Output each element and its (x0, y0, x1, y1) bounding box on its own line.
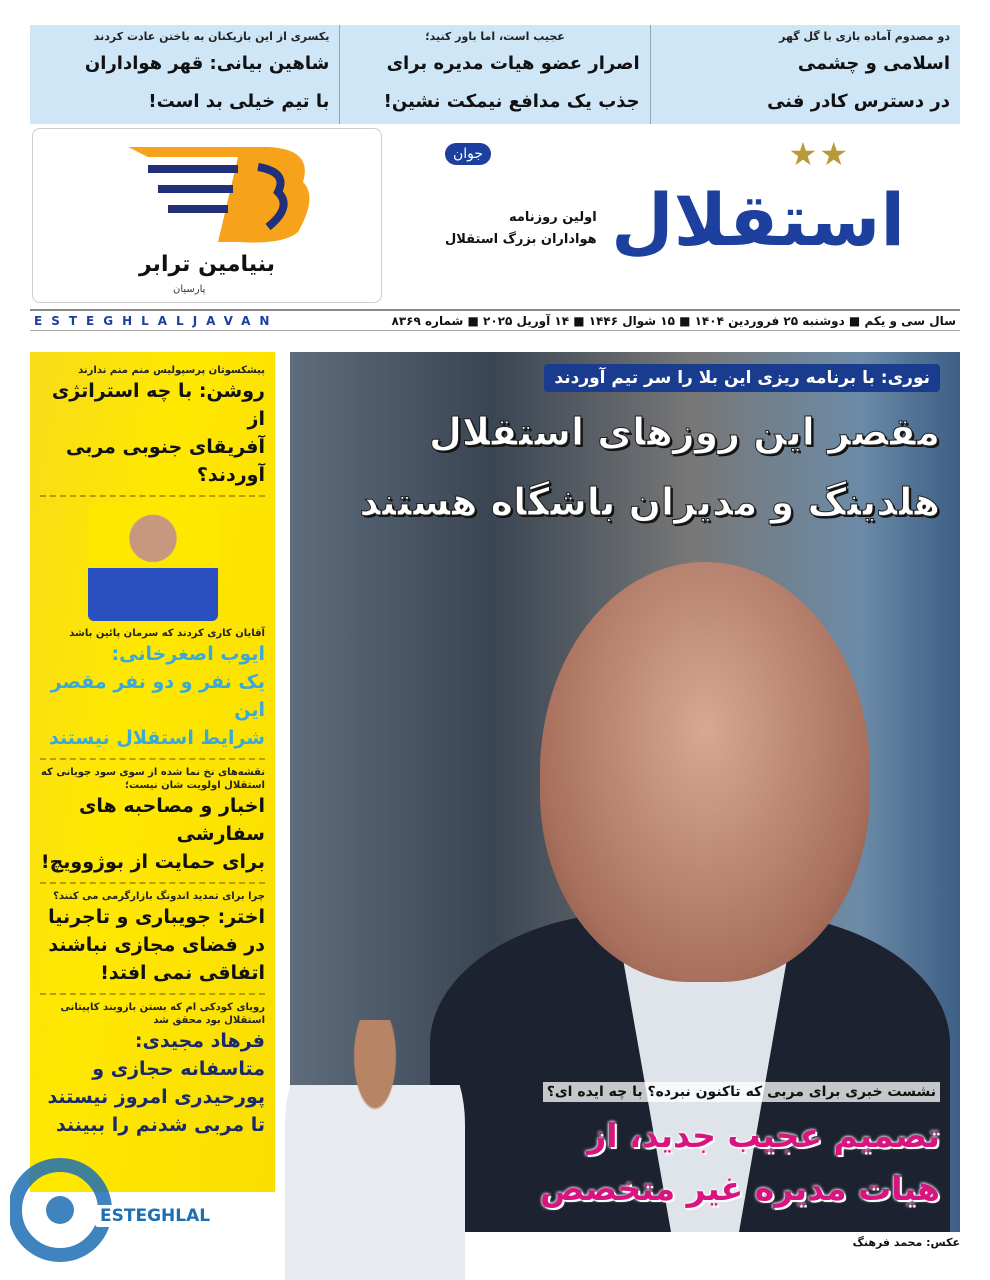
photo-credit: عکس: محمد فرهنگ (852, 1236, 960, 1249)
sidebar-kicker: پیشکسوتان پرسپولیس منم منم ندارند (78, 365, 265, 376)
sidebar-story[interactable] (40, 890, 265, 987)
story-headline: با تیم خیلی بد است! (148, 91, 330, 112)
lead-headline[interactable]: مقصر این روزهای استقلال (428, 410, 940, 454)
sidebar-headline: یک نفر و دو نفر مقصر این (50, 671, 265, 721)
player-photo (285, 1020, 465, 1280)
story-headline: در دسترس کادر فنی (767, 91, 950, 112)
sidebar-headline: تا مربی شدنم را ببینند (56, 1114, 265, 1136)
divider (40, 993, 265, 995)
sidebar-story[interactable] (40, 766, 265, 876)
sponsor-sub: پارسیان (173, 284, 206, 295)
top-story[interactable] (30, 25, 340, 124)
secondary-kicker: نشست خبری برای مربی که تاکنون نبرده؟ با چه ایده ای؟ (543, 1082, 940, 1102)
watermark-text: ESTEGHLAL (95, 1205, 215, 1227)
story-kicker: یکسری از این بازیکنان به باختن عادت کردند (93, 30, 330, 43)
story-headline: اسلامی و چشمی (797, 53, 950, 74)
tagline-line: هواداران بزرگ استقلال (445, 232, 597, 247)
secondary-headline[interactable]: هیات مدیره غیر متخصص (539, 1169, 940, 1208)
sidebar-headline: اتفاقی نمی افتد! (100, 962, 265, 984)
coach-photo (88, 503, 218, 621)
sidebar (30, 352, 275, 1192)
story-headline: شاهین بیانی: قهر هواداران (84, 53, 330, 74)
tagline-line: اولین روزنامه (508, 210, 597, 225)
issue-date: سال سی و یکم ■ دوشنبه ۲۵ فروردین ۱۴۰۴ ■ ۱۵ شوال ۱۴۴۶ ■ ۱۴ آوریل ۲۰۲۵ ■ شماره ۸۳۶۹ (391, 313, 956, 328)
sidebar-story[interactable] (40, 1001, 265, 1139)
secondary-headline[interactable]: تصمیم عجیب جدید، از (587, 1116, 940, 1155)
story-headline: اصرار عضو هیات مدیره برای (386, 53, 640, 74)
sidebar-story[interactable] (40, 627, 265, 752)
sidebar-kicker: نقشه‌های نخ نما شده از سوی سود جویانی که استقلال اولویت شان نیست؛ (40, 767, 265, 791)
top-stories-bar (30, 25, 960, 124)
sidebar-headline: آفریقای جنوبی مربی آوردند؟ (65, 436, 265, 486)
story-kicker: دو مصدوم آماده بازی با گل گهر (779, 30, 950, 43)
sponsor-name: بنیامین ترابر (139, 252, 275, 277)
masthead (440, 135, 910, 303)
story-kicker: عجیب است، اما باور کنید؛ (425, 30, 565, 43)
sidebar-headline: ایوب اصغرخانی: (111, 643, 265, 665)
top-story[interactable] (340, 25, 650, 124)
lead-kicker: نوری: با برنامه ریزی این بلا را سر تیم آوردند (544, 364, 940, 392)
sponsor-logo-icon (118, 137, 318, 247)
sidebar-kicker: رویای کودکی ام که بستن بازوبند کاپیتانی استقلال بود محقق شد (60, 1002, 265, 1026)
sidebar-headline: متاسفانه حجازی و (92, 1058, 265, 1080)
newspaper-title: استقلال (611, 178, 905, 262)
story-headline: جذب یک مدافع نیمکت نشین! (383, 91, 640, 112)
sidebar-headline: اختر: جویباری و تاجرنیا (48, 906, 265, 928)
advertisement[interactable] (32, 128, 382, 303)
sidebar-headline: در فضای مجازی نباشند (48, 934, 265, 956)
photo-face (540, 562, 870, 982)
brand-wordmark: ESTEGHLALJAVAN (34, 313, 279, 328)
sidebar-headline: اخبار و مصاحبه های سفارشی (78, 795, 265, 845)
sidebar-headline: روشن: با چه استراتژی از (51, 380, 265, 430)
dateline (30, 309, 960, 331)
top-story[interactable] (651, 25, 960, 124)
divider (40, 882, 265, 884)
sidebar-headline: برای حمایت از بوژوویچ! (40, 851, 265, 873)
lead-headline[interactable]: هلدینگ و مدیران باشگاه هستند (359, 480, 940, 524)
divider (40, 495, 265, 497)
tagline (445, 207, 597, 251)
javan-badge: جوان (445, 143, 491, 165)
star-icon: ★★ (788, 135, 850, 173)
sidebar-headline: فرهاد مجیدی: (134, 1030, 265, 1052)
sidebar-kicker: چرا برای تمدید اندونگ بازارگرمی می کنند؟ (53, 891, 265, 902)
sidebar-kicker: آقایان کاری کردند که سرمان پائین باشد (69, 628, 265, 639)
sidebar-story[interactable] (40, 364, 265, 489)
divider (40, 758, 265, 760)
sidebar-headline: شرایط استقلال نیستند (49, 727, 265, 749)
sidebar-headline: پورحیدری امروز نیستند (47, 1086, 265, 1108)
